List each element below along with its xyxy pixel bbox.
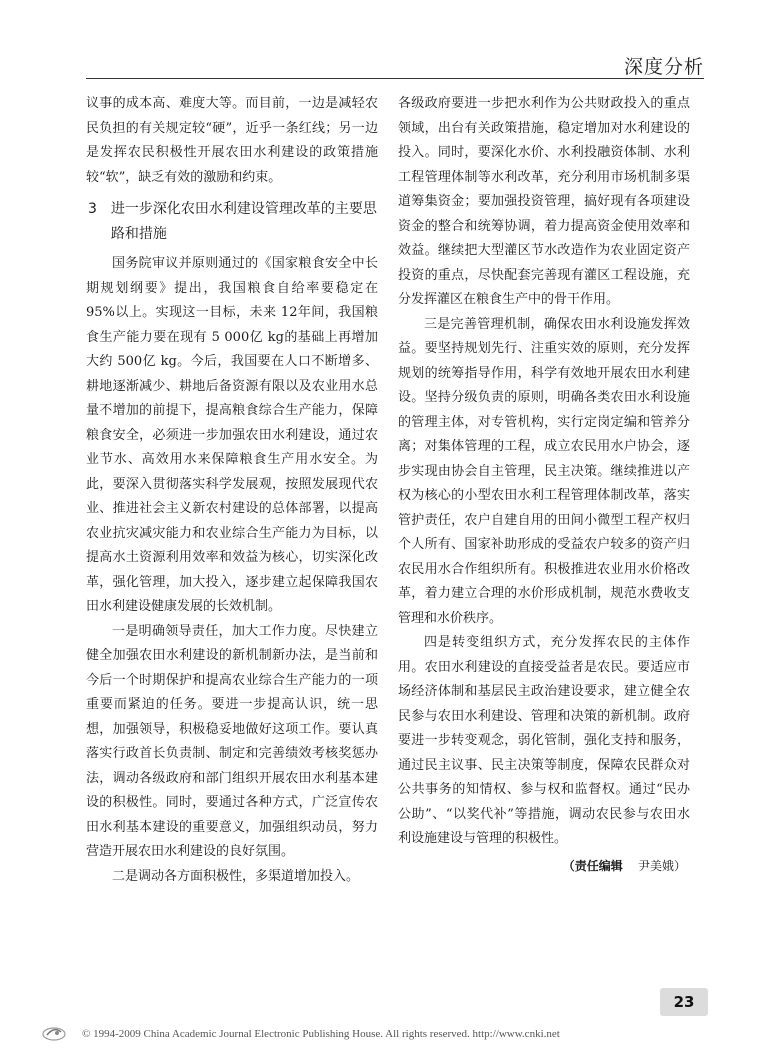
footer [0,1022,764,1052]
cnki-logo-icon [42,1024,66,1042]
paragraph-point-1: 一是明确领导责任，加大工作力度。尽快建立健全加强农田水利建设的新机制新办法，是当前和今后一个时期保护和提高农业综合生产能力的一项重要而紧迫的任务。要进一步提高认识，统一思想，加强领导，积极稳妥地做好这项工作。要认真落实行政首长负责制、制定和完善绩效考核奖惩办法，调动各级政府和部门组织开展农田水利基本建设的积极性。同时，要通过各种方式，广泛宣传农田水利基本建设的重要意义，加强组织动员，努力营造开展农田水利建设的良好氛围。 [86,623,378,859]
left-column [86,92,378,889]
paragraph-point-2-continued: 各级政府要进一步把水利作为公共财政投入的重点领域，出台有关政策措施，稳定增加对水利建设的投入。同时，要深化水价、水利投融资体制、水利工程管理体制等水利改革，充分利用市场机制多渠道筹集资金；要加强投资管理，搞好现有各项建设资金的整合和统筹协调，着力提高资金使用效率和效益。继续把大型灌区节水改造作为农业固定资产投资的重点，尽快配套完善现有灌区工程设施，充分发挥灌区在粮食生产中的骨干作用。 [398,96,690,307]
copyright-text: © 1994-2009 China Academic Journal Electronic Publishing House. All rights reserved. http://www.cnki.net [82,1028,560,1040]
editor-credit [398,854,690,879]
section-title: 深度分析 [623,56,704,78]
paragraph-intro: 国务院审议并原则通过的《国家粮食安全中长期规划纲要》提出，我国粮食自给率要稳定在 95%以上。实现这一目标，未来 12年间，我国粮食生产能力要在现有 5 000亿 kg的基础上再增加大约 500亿 kg。今后，我国要在人口不断增多、耕地逐渐减少、耕地后备资源有限以及农业用水总量不增加的前提下，提高粮食综合生产能力，保障粮食安全，必须进一步加强农田水利建设，通过农业节水、高效用水来保障粮食生产用水安全。为此，要深入贯彻落实科学发展观，按照发展现代农业、推进社会主义新农村建设的总体部署，以提高农业抗灾减灾能力和农业综合生产能力为目标，以提高水土资源利用效率和效益为核心，切实深化改革，强化管理，加大投入，逐步建立起保障我国农田水利建设健康发展的长效机制。 [86,256,378,614]
right-column [398,92,690,878]
paragraph-point-4: 四是转变组织方式，充分发挥农民的主体作用。农田水利建设的直接受益者是农民。要适应市场经济体制和基层民主政治建设要求，建立健全农民参与农田水利建设、管理和决策的新机制。政府要进一步转变观念，弱化管制，强化支持和服务，通过民主议事、民主决策等制度，保障农民群众对公共事务的知情权、参与权和监督权。通过“民办公助”、“以奖代补”等措施，调动农民参与农田水利设施建设与管理的积极性。 [398,635,690,846]
paragraph-continuation: 议事的成本高、难度大等。而目前，一边是减轻农民负担的有关规定较“硬”，近乎一条红线；另一边是发挥农民积极性开展农田水利建设的政策措施较“软”，缺乏有效的激励和约束。 [86,96,378,185]
heading-text: 进一步深化农田水利建设管理改革的主要思路和措施 [110,201,377,242]
heading-number: 3 [88,201,97,217]
paragraph-point-3: 三是完善管理机制，确保农田水利设施发挥效益。要坚持规划先行、注重实效的原则，充分发挥规划的统筹指导作用，科学有效地开展农田水利建设。坚持分级负责的原则，明确各类农田水利设施的管理主体，对专管机构，实行定岗定编和管养分离；对集体管理的工程，成立农民用水户协会，逐步实现由协会自主管理，民主决策。继续推进以产权为核心的小型农田水利工程管理体制改革，落实管护责任，农户自建自用的田间小微型工程产权归个人所有、国家补助形成的受益农户较多的资产归农民用水合作组织所有。积极推进农业用水价格改革，着力建立合理的水价形成机制，规范水费收支管理和水价秩序。 [398,316,690,626]
header-divider [86,78,704,79]
section-heading [86,197,378,247]
paragraph-point-2-start: 二是调动各方面积极性，多渠道增加投入。 [112,868,360,884]
editor-name: 尹美娥） [637,858,686,873]
editor-label: （责任编辑 [562,858,623,873]
page-number: 23 [660,988,708,1016]
